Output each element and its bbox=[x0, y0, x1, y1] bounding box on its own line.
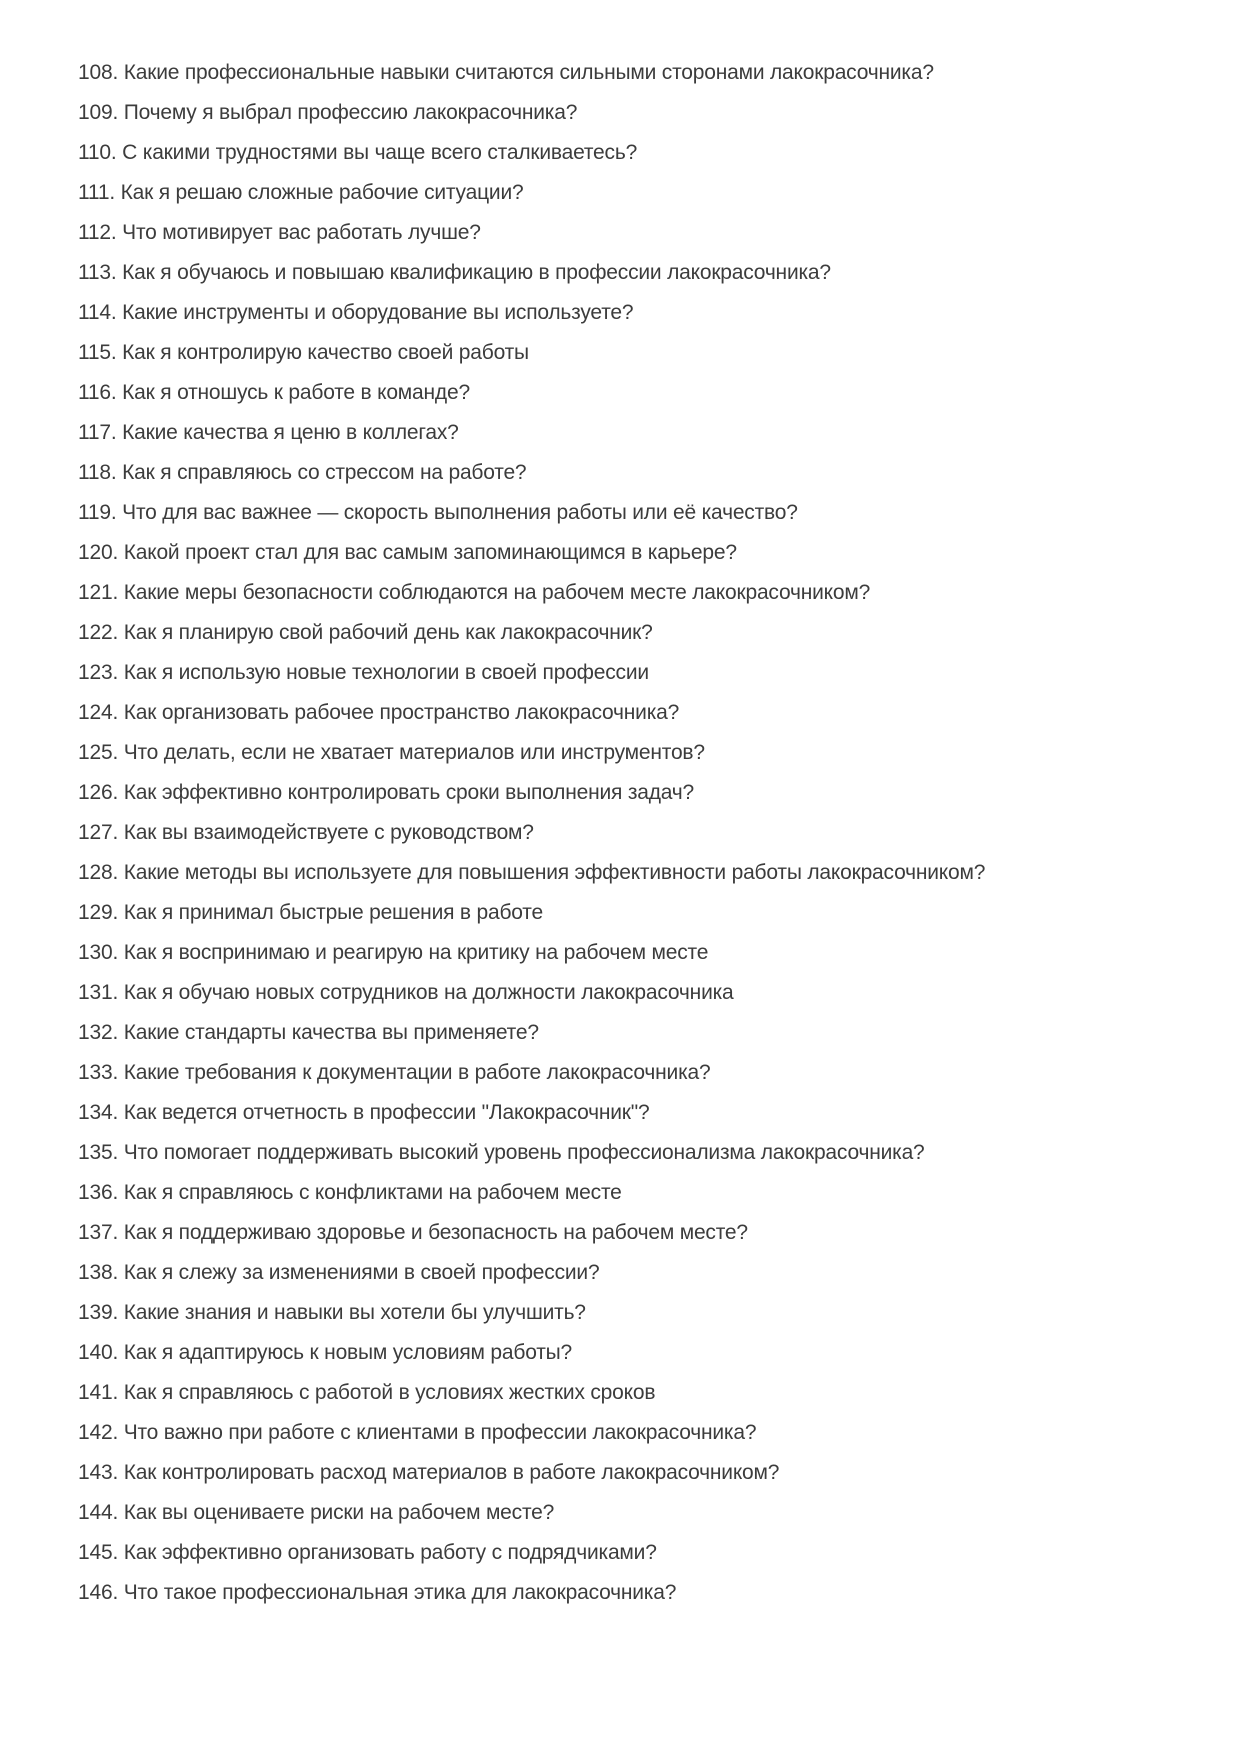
question-item: 120. Какой проект стал для вас самым запоминающимся в карьере? bbox=[78, 541, 737, 564]
question-item: 124. Как организовать рабочее пространство лакокрасочника? bbox=[78, 701, 680, 724]
question-item: 138. Как я слежу за изменениями в своей профессии? bbox=[78, 1261, 600, 1284]
question-item: 143. Как контролировать расход материалов в работе лакокрасочником? bbox=[78, 1461, 780, 1484]
question-item: 121. Какие меры безопасности соблюдаются на рабочем месте лакокрасочником? bbox=[78, 581, 871, 604]
question-list bbox=[78, 53, 1188, 1613]
question-item: 136. Как я справляюсь с конфликтами на рабочем месте bbox=[78, 1181, 622, 1204]
question-item: 145. Как эффективно организовать работу с подрядчиками? bbox=[78, 1541, 657, 1564]
question-item: 128. Какие методы вы используете для повышения эффективности работы лакокрасочником? bbox=[78, 861, 986, 884]
question-item: 144. Как вы оцениваете риски на рабочем месте? bbox=[78, 1501, 555, 1524]
question-item: 116. Как я отношусь к работе в команде? bbox=[78, 381, 470, 404]
question-item: 127. Как вы взаимодействуете с руководством? bbox=[78, 821, 534, 844]
question-item: 111. Как я решаю сложные рабочие ситуации? bbox=[78, 181, 524, 204]
question-item: 108. Какие профессиональные навыки считаются сильными сторонами лакокрасочника? bbox=[78, 61, 934, 84]
question-item: 140. Как я адаптируюсь к новым условиям работы? bbox=[78, 1341, 573, 1364]
question-item: 115. Как я контролирую качество своей работы bbox=[78, 341, 529, 364]
question-item: 114. Какие инструменты и оборудование вы используете? bbox=[78, 301, 634, 324]
question-item: 142. Что важно при работе с клиентами в профессии лакокрасочника? bbox=[78, 1421, 757, 1444]
question-item: 113. Как я обучаюсь и повышаю квалификацию в профессии лакокрасочника? bbox=[78, 261, 831, 284]
question-item: 132. Какие стандарты качества вы применяете? bbox=[78, 1021, 539, 1044]
question-item: 129. Как я принимал быстрые решения в работе bbox=[78, 901, 543, 924]
question-item: 131. Как я обучаю новых сотрудников на должности лакокрасочника bbox=[78, 981, 734, 1004]
question-item: 118. Как я справляюсь со стрессом на работе? bbox=[78, 461, 527, 484]
question-item: 109. Почему я выбрал профессию лакокрасочника? bbox=[78, 101, 578, 124]
question-item: 125. Что делать, если не хватает материалов или инструментов? bbox=[78, 741, 705, 764]
question-item: 119. Что для вас важнее — скорость выполнения работы или её качество? bbox=[78, 501, 798, 524]
question-item: 133. Какие требования к документации в работе лакокрасочника? bbox=[78, 1061, 711, 1084]
question-item: 141. Как я справляюсь с работой в условиях жестких сроков bbox=[78, 1381, 656, 1404]
question-item: 130. Как я воспринимаю и реагирую на критику на рабочем месте bbox=[78, 941, 709, 964]
question-item: 135. Что помогает поддерживать высокий уровень профессионализма лакокрасочника? bbox=[78, 1141, 925, 1164]
question-item: 123. Как я использую новые технологии в своей профессии bbox=[78, 661, 649, 684]
question-item: 126. Как эффективно контролировать сроки выполнения задач? bbox=[78, 781, 695, 804]
question-item: 117. Какие качества я ценю в коллегах? bbox=[78, 421, 459, 444]
question-item: 122. Как я планирую свой рабочий день как лакокрасочник? bbox=[78, 621, 653, 644]
question-item: 110. С какими трудностями вы чаще всего сталкиваетесь? bbox=[78, 141, 638, 164]
question-item: 137. Как я поддерживаю здоровье и безопасность на рабочем месте? bbox=[78, 1221, 748, 1244]
question-item: 139. Какие знания и навыки вы хотели бы улучшить? bbox=[78, 1301, 586, 1324]
question-item: 112. Что мотивирует вас работать лучше? bbox=[78, 221, 481, 244]
question-item: 146. Что такое профессиональная этика для лакокрасочника? bbox=[78, 1581, 677, 1604]
question-item: 134. Как ведется отчетность в профессии "Лакокрасочник"? bbox=[78, 1101, 650, 1124]
